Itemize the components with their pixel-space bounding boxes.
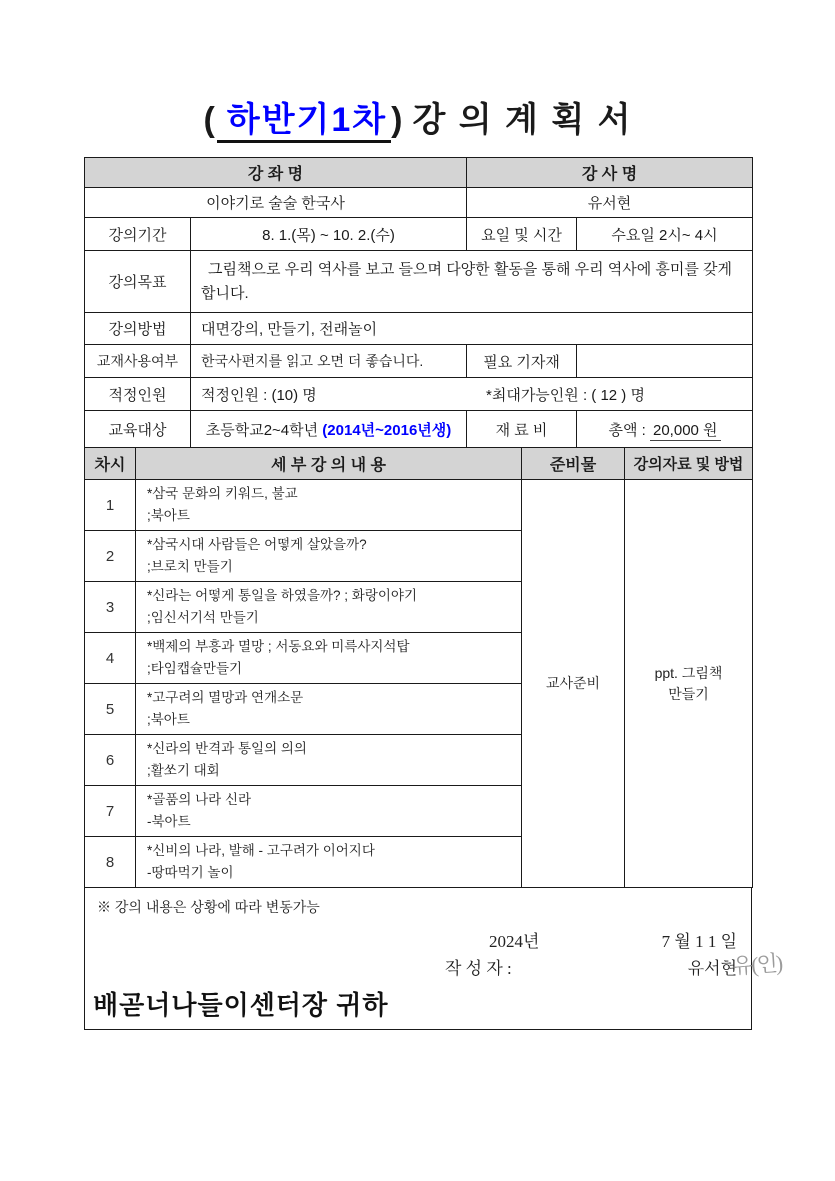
goal-value: 그림책으로 우리 역사를 보고 들으며 다양한 활동을 통해 우리 역사에 흥미를 갖게 합니다. xyxy=(191,251,753,313)
lecture-plan-document xyxy=(84,92,782,1030)
content-line-1: *삼국 문화의 키워드, 불교 xyxy=(147,486,298,502)
method-line-2: 만들기 xyxy=(668,685,709,702)
course-info-table xyxy=(84,157,753,448)
content-line-1: *고구려의 멸망과 연개소문 xyxy=(147,690,304,706)
session-number: 6 xyxy=(85,735,136,786)
content-line-1: *백제의 부흥과 멸망 ; 서동요와 미륵사지석탑 xyxy=(147,639,410,655)
content-column-header: 세 부 강 의 내 용 xyxy=(136,448,522,480)
content-line-2: ;브로치 만들기 xyxy=(147,559,233,574)
date-signature-block xyxy=(445,928,782,982)
session-number: 2 xyxy=(85,531,136,582)
table-row xyxy=(85,378,753,411)
date-month-day: 7 월 1 1 일 xyxy=(661,932,737,951)
title-open-paren: ( xyxy=(203,101,217,139)
title-main: 강 의 계 획 서 xyxy=(412,101,633,139)
content-line-2: ;북아트 xyxy=(147,508,190,523)
writer-name xyxy=(687,950,782,982)
writer-label: 작 성 자 : xyxy=(445,959,512,978)
title-close-paren: ) xyxy=(391,101,405,139)
content-line-1: *신라는 어떻게 통일을 하였을까? ; 화랑이야기 xyxy=(147,588,418,604)
target-value: 초등학교2~4학년 xyxy=(205,421,319,439)
target-cell xyxy=(191,411,467,448)
title-session: 하반기1차 xyxy=(226,101,388,139)
handwritten-signature: 유(인) xyxy=(730,950,782,979)
method-value: 대면강의, 만들기, 전래놀이 xyxy=(191,313,753,345)
table-row xyxy=(85,188,753,218)
writer-line xyxy=(445,950,782,982)
content-line-1: *골품의 나라 신라 xyxy=(147,792,252,808)
session-content xyxy=(136,531,522,582)
content-line-2: -북아트 xyxy=(147,814,191,829)
method-value-cell xyxy=(625,480,753,888)
session-column-header: 차시 xyxy=(85,448,136,480)
day-time-value: 수요일 2시~ 4시 xyxy=(577,218,753,251)
title-session-underline xyxy=(217,101,391,143)
page-title xyxy=(84,92,752,141)
course-name-header: 강 좌 명 xyxy=(85,158,467,188)
table-row xyxy=(85,251,753,313)
period-label: 강의기간 xyxy=(85,218,191,251)
writer-name-text: 유서현 xyxy=(687,959,737,978)
schedule-table xyxy=(84,447,753,888)
capacity-label: 적정인원 xyxy=(85,378,191,411)
fee-cell xyxy=(577,411,753,448)
capacity-cell xyxy=(191,378,753,411)
table-row xyxy=(85,218,753,251)
period-value: 8. 1.(목) ~ 10. 2.(수) xyxy=(191,218,467,251)
session-number: 1 xyxy=(85,480,136,531)
day-time-label: 요일 및 시간 xyxy=(467,218,577,251)
max-capacity-value: *최대가능인원 : ( 12 ) 명 xyxy=(486,386,645,404)
target-label: 교육대상 xyxy=(85,411,191,448)
date-year: 2024년 xyxy=(489,932,540,951)
table-row xyxy=(85,345,753,378)
session-content xyxy=(136,480,522,531)
schedule-header-row xyxy=(85,448,753,480)
schedule-row xyxy=(85,480,753,531)
session-content xyxy=(136,786,522,837)
content-line-1: *신비의 나라, 발해 - 고구려가 이어지다 xyxy=(147,843,375,859)
content-line-2: ;임신서기석 만들기 xyxy=(147,610,259,625)
content-line-1: *삼국시대 사람들은 어떻게 살았을까? xyxy=(147,537,367,553)
equipment-label: 필요 기자재 xyxy=(467,345,577,378)
session-number: 7 xyxy=(85,786,136,837)
session-content xyxy=(136,633,522,684)
session-content xyxy=(136,582,522,633)
instructor-header: 강 사 명 xyxy=(467,158,753,188)
content-line-2: ;활쏘기 대회 xyxy=(147,763,220,778)
fee-label: 재 료 비 xyxy=(467,411,577,448)
content-line-2: ;타임캡슐만들기 xyxy=(147,661,243,676)
method-label: 강의방법 xyxy=(85,313,191,345)
session-content xyxy=(136,735,522,786)
session-number: 4 xyxy=(85,633,136,684)
table-row xyxy=(85,411,753,448)
table-row xyxy=(85,313,753,345)
content-line-1: *신라의 반격과 통일의 의의 xyxy=(147,741,307,757)
table-row xyxy=(85,158,753,188)
materials-column-header: 준비물 xyxy=(522,448,625,480)
session-content xyxy=(136,837,522,888)
materials-value: 교사준비 xyxy=(522,480,625,888)
content-line-2: -땅따먹기 놀이 xyxy=(147,865,234,880)
method-line-1: ppt. 그림책 xyxy=(654,664,723,681)
goal-label: 강의목표 xyxy=(85,251,191,313)
capacity-value: 적정인원 : (10) 명 xyxy=(201,386,317,404)
recipient-line: 배곧너나들이센터장 귀하 xyxy=(93,990,389,1020)
change-notice: ※ 강의 내용은 상황에 따라 변동가능 xyxy=(97,899,320,915)
target-birth-range: (2014년~2016년생) xyxy=(322,421,452,439)
date-line xyxy=(445,928,737,955)
equipment-value xyxy=(577,345,753,378)
fee-prefix: 총액 : xyxy=(608,421,646,439)
session-number: 5 xyxy=(85,684,136,735)
session-content xyxy=(136,684,522,735)
method-column-header: 강의자료 및 방법 xyxy=(625,448,753,480)
textbook-label: 교재사용여부 xyxy=(85,345,191,378)
content-line-2: ;북아트 xyxy=(147,712,190,727)
session-number: 8 xyxy=(85,837,136,888)
fee-amount: 20,000 원 xyxy=(650,422,721,441)
textbook-value: 한국사편지를 읽고 오면 더 좋습니다. xyxy=(191,345,467,378)
session-number: 3 xyxy=(85,582,136,633)
course-name-value: 이야기로 술술 한국사 xyxy=(85,188,467,218)
instructor-value: 유서현 xyxy=(467,188,753,218)
footer-section xyxy=(84,887,782,1030)
